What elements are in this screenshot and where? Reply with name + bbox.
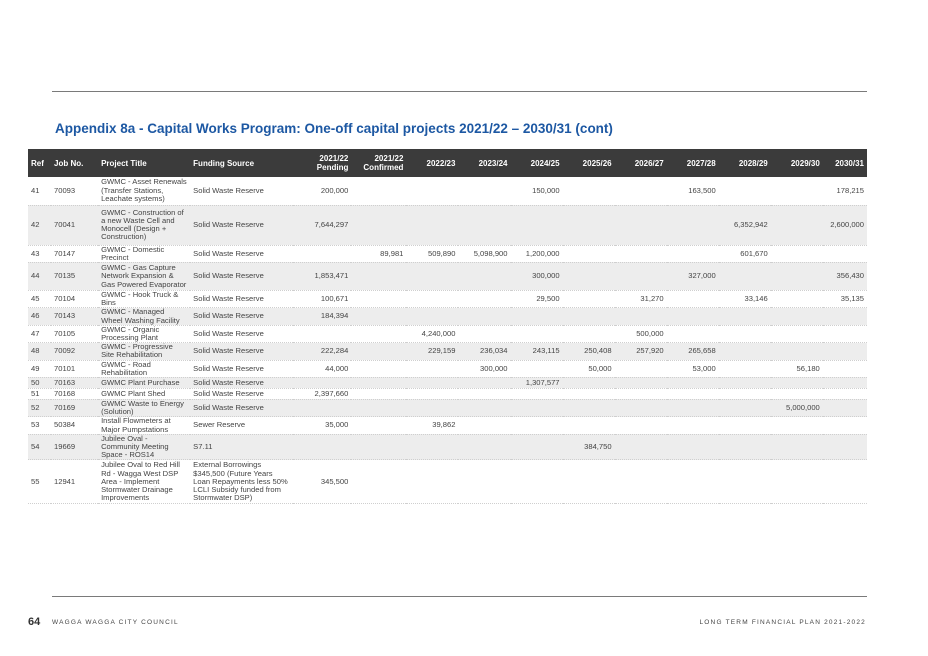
table-cell: 43 bbox=[28, 245, 51, 262]
table-row bbox=[28, 460, 867, 504]
table-cell bbox=[719, 399, 771, 416]
footer-document-name: LONG TERM FINANCIAL PLAN 2021-2022 bbox=[699, 619, 866, 626]
table-cell: 50384 bbox=[51, 417, 98, 434]
table-cell bbox=[511, 388, 563, 399]
table-cell: Solid Waste Reserve bbox=[190, 290, 293, 307]
table-cell: Jubilee Oval to Red Hill Rd - Wagga West DSP Area - Implement Stormwater Drainage Improvements bbox=[98, 460, 190, 504]
table-row bbox=[28, 388, 867, 399]
table-cell: 5,000,000 bbox=[771, 399, 823, 416]
table-cell: 35,135 bbox=[823, 290, 867, 307]
table-cell: 55 bbox=[28, 460, 51, 504]
table-cell bbox=[771, 343, 823, 360]
table-cell bbox=[511, 308, 563, 325]
table-cell: 601,670 bbox=[719, 245, 771, 262]
table-cell: 509,890 bbox=[406, 245, 458, 262]
column-header: 2022/23 bbox=[406, 149, 458, 177]
table-cell: 384,750 bbox=[563, 434, 615, 460]
table-cell bbox=[406, 290, 458, 307]
table-cell bbox=[823, 388, 867, 399]
table-cell: GWMC - Gas Capture Network Expansion & Gas Powered Evaporator bbox=[98, 262, 190, 290]
table-cell bbox=[458, 205, 510, 245]
table-cell bbox=[511, 325, 563, 342]
table-cell: Solid Waste Reserve bbox=[190, 205, 293, 245]
table-cell bbox=[458, 177, 510, 205]
table-cell bbox=[458, 262, 510, 290]
table-cell: GWMC - Domestic Precinct bbox=[98, 245, 190, 262]
table-cell: GWMC - Organic Processing Plant bbox=[98, 325, 190, 342]
table-cell bbox=[511, 360, 563, 377]
table-header-row bbox=[28, 149, 867, 177]
table-cell: 44 bbox=[28, 262, 51, 290]
table-cell: 163,500 bbox=[667, 177, 719, 205]
table-cell bbox=[458, 377, 510, 388]
table-cell bbox=[771, 177, 823, 205]
table-cell: 222,284 bbox=[293, 343, 351, 360]
table-cell bbox=[667, 399, 719, 416]
footer-council-name: WAGGA WAGGA CITY COUNCIL bbox=[52, 619, 179, 626]
table-cell: 300,000 bbox=[458, 360, 510, 377]
table-cell bbox=[563, 262, 615, 290]
table-cell bbox=[563, 377, 615, 388]
table-cell: 70169 bbox=[51, 399, 98, 416]
table-cell bbox=[293, 434, 351, 460]
table-cell bbox=[458, 308, 510, 325]
table-cell bbox=[615, 377, 667, 388]
table-cell bbox=[511, 460, 563, 504]
table-row bbox=[28, 177, 867, 205]
table-cell bbox=[351, 205, 406, 245]
column-header: 2030/31 bbox=[823, 149, 867, 177]
table-cell bbox=[293, 399, 351, 416]
table-cell bbox=[771, 290, 823, 307]
table-row bbox=[28, 417, 867, 434]
table-cell bbox=[351, 417, 406, 434]
table-cell: 48 bbox=[28, 343, 51, 360]
table-cell bbox=[351, 325, 406, 342]
table-cell bbox=[771, 245, 823, 262]
table-cell: 70101 bbox=[51, 360, 98, 377]
table-cell bbox=[406, 377, 458, 388]
table-cell bbox=[351, 343, 406, 360]
table-cell bbox=[351, 399, 406, 416]
table-cell bbox=[771, 417, 823, 434]
table-cell: 200,000 bbox=[293, 177, 351, 205]
table-cell: 4,240,000 bbox=[406, 325, 458, 342]
table-cell bbox=[823, 434, 867, 460]
table-cell: Solid Waste Reserve bbox=[190, 377, 293, 388]
column-header: Ref bbox=[28, 149, 51, 177]
table-cell: 6,352,942 bbox=[719, 205, 771, 245]
table-cell bbox=[406, 177, 458, 205]
table-cell: 500,000 bbox=[615, 325, 667, 342]
table-cell bbox=[615, 434, 667, 460]
table-cell bbox=[667, 460, 719, 504]
table-cell: 70041 bbox=[51, 205, 98, 245]
table-cell: GWMC - Construction of a new Waste Cell and Monocell (Design + Construction) bbox=[98, 205, 190, 245]
table-cell bbox=[823, 245, 867, 262]
table-cell bbox=[406, 399, 458, 416]
table-cell: 265,658 bbox=[667, 343, 719, 360]
table-row bbox=[28, 308, 867, 325]
table-cell bbox=[511, 434, 563, 460]
table-cell: 56,180 bbox=[771, 360, 823, 377]
table-cell: 70105 bbox=[51, 325, 98, 342]
table-cell: 5,098,900 bbox=[458, 245, 510, 262]
table-cell bbox=[615, 388, 667, 399]
table-cell: 89,981 bbox=[351, 245, 406, 262]
table-cell bbox=[615, 205, 667, 245]
table-cell: 257,920 bbox=[615, 343, 667, 360]
column-header: 2021/22 Confirmed bbox=[351, 149, 406, 177]
table-cell bbox=[719, 343, 771, 360]
column-header: 2024/25 bbox=[511, 149, 563, 177]
table-cell bbox=[458, 434, 510, 460]
table-row bbox=[28, 343, 867, 360]
table-cell bbox=[351, 290, 406, 307]
table-row bbox=[28, 245, 867, 262]
table-row bbox=[28, 399, 867, 416]
table-cell bbox=[406, 434, 458, 460]
table-cell bbox=[615, 177, 667, 205]
table-cell bbox=[667, 377, 719, 388]
table-cell: 1,853,471 bbox=[293, 262, 351, 290]
table-cell bbox=[293, 377, 351, 388]
column-header: 2023/24 bbox=[458, 149, 510, 177]
table-cell bbox=[823, 377, 867, 388]
table-cell: 42 bbox=[28, 205, 51, 245]
table-cell: GWMC - Progressive Site Rehabilitation bbox=[98, 343, 190, 360]
table-cell bbox=[823, 360, 867, 377]
table-cell: 70147 bbox=[51, 245, 98, 262]
column-header: 2027/28 bbox=[667, 149, 719, 177]
table-cell bbox=[667, 417, 719, 434]
table-cell: 150,000 bbox=[511, 177, 563, 205]
table-cell: Solid Waste Reserve bbox=[190, 343, 293, 360]
table-cell bbox=[563, 399, 615, 416]
page-number: 64 bbox=[28, 616, 41, 628]
table-cell: 300,000 bbox=[511, 262, 563, 290]
table-cell: GWMC - Road Rehabilitation bbox=[98, 360, 190, 377]
table-row bbox=[28, 205, 867, 245]
table-cell: 45 bbox=[28, 290, 51, 307]
table-cell: 70135 bbox=[51, 262, 98, 290]
table-cell: 70168 bbox=[51, 388, 98, 399]
table-cell bbox=[823, 343, 867, 360]
table-cell: 19669 bbox=[51, 434, 98, 460]
table-cell bbox=[406, 308, 458, 325]
column-header: 2021/22 Pending bbox=[293, 149, 351, 177]
table-cell: 50,000 bbox=[563, 360, 615, 377]
table-cell bbox=[458, 290, 510, 307]
table-cell bbox=[771, 377, 823, 388]
table-cell bbox=[615, 308, 667, 325]
table-cell: External Borrowings $345,500 (Future Years Loan Repayments less 50% LCLI Subsidy funded from Stormwater DSP) bbox=[190, 460, 293, 504]
table-cell bbox=[563, 245, 615, 262]
table-cell: 178,215 bbox=[823, 177, 867, 205]
table-cell: Solid Waste Reserve bbox=[190, 388, 293, 399]
table-cell: 243,115 bbox=[511, 343, 563, 360]
table-cell bbox=[458, 399, 510, 416]
column-header: 2025/26 bbox=[563, 149, 615, 177]
table-cell bbox=[563, 460, 615, 504]
table-cell: 100,671 bbox=[293, 290, 351, 307]
table-cell: Solid Waste Reserve bbox=[190, 308, 293, 325]
table-cell bbox=[293, 325, 351, 342]
table-cell: 70104 bbox=[51, 290, 98, 307]
table-cell bbox=[667, 290, 719, 307]
table-cell: 46 bbox=[28, 308, 51, 325]
table-cell bbox=[667, 308, 719, 325]
table-cell: GWMC Waste to Energy (Solution) bbox=[98, 399, 190, 416]
table-cell: 44,000 bbox=[293, 360, 351, 377]
table-cell bbox=[823, 308, 867, 325]
table-cell bbox=[351, 308, 406, 325]
column-header: 2026/27 bbox=[615, 149, 667, 177]
table-cell: Solid Waste Reserve bbox=[190, 399, 293, 416]
table-row bbox=[28, 290, 867, 307]
table-cell bbox=[719, 417, 771, 434]
table-cell bbox=[615, 360, 667, 377]
table-cell: 35,000 bbox=[293, 417, 351, 434]
table-cell: Solid Waste Reserve bbox=[190, 245, 293, 262]
table-cell: 229,159 bbox=[406, 343, 458, 360]
table-cell bbox=[667, 388, 719, 399]
table-cell bbox=[351, 388, 406, 399]
table-cell bbox=[458, 388, 510, 399]
table-cell bbox=[823, 460, 867, 504]
table-cell bbox=[351, 177, 406, 205]
table-cell bbox=[667, 325, 719, 342]
table-cell: 327,000 bbox=[667, 262, 719, 290]
table-cell bbox=[771, 325, 823, 342]
table-cell bbox=[351, 434, 406, 460]
table-cell: Solid Waste Reserve bbox=[190, 360, 293, 377]
table-cell: 41 bbox=[28, 177, 51, 205]
table-cell: 236,034 bbox=[458, 343, 510, 360]
table-cell: 54 bbox=[28, 434, 51, 460]
table-cell bbox=[511, 399, 563, 416]
table-cell: Jubilee Oval - Community Meeting Space - ROS14 bbox=[98, 434, 190, 460]
table-cell bbox=[771, 388, 823, 399]
column-header: Project Title bbox=[98, 149, 190, 177]
table-cell bbox=[563, 325, 615, 342]
table-cell bbox=[406, 388, 458, 399]
table-cell bbox=[719, 308, 771, 325]
table-cell: Install Flowmeters at Major Pumpstations bbox=[98, 417, 190, 434]
table-cell bbox=[667, 205, 719, 245]
table-cell: 356,430 bbox=[823, 262, 867, 290]
table-cell bbox=[406, 460, 458, 504]
table-row bbox=[28, 434, 867, 460]
table-cell bbox=[615, 417, 667, 434]
table-cell bbox=[511, 417, 563, 434]
table-cell: Solid Waste Reserve bbox=[190, 325, 293, 342]
table-cell bbox=[511, 205, 563, 245]
table-cell bbox=[719, 434, 771, 460]
table-cell bbox=[351, 360, 406, 377]
table-cell: 1,200,000 bbox=[511, 245, 563, 262]
table-cell: 12941 bbox=[51, 460, 98, 504]
table-cell: 47 bbox=[28, 325, 51, 342]
table-cell bbox=[771, 434, 823, 460]
table-cell bbox=[293, 245, 351, 262]
bottom-rule bbox=[52, 596, 867, 597]
table-cell: S7.11 bbox=[190, 434, 293, 460]
table-cell: GWMC - Hook Truck & Bins bbox=[98, 290, 190, 307]
table-row bbox=[28, 262, 867, 290]
table-cell: 53,000 bbox=[667, 360, 719, 377]
column-header: 2028/29 bbox=[719, 149, 771, 177]
table-cell: 39,862 bbox=[406, 417, 458, 434]
table-cell: 2,600,000 bbox=[823, 205, 867, 245]
table-cell bbox=[563, 308, 615, 325]
table-cell bbox=[351, 460, 406, 504]
top-rule bbox=[52, 91, 867, 92]
table-cell: 1,307,577 bbox=[511, 377, 563, 388]
table-cell bbox=[615, 460, 667, 504]
capital-works-table bbox=[28, 149, 867, 504]
table-row bbox=[28, 325, 867, 342]
table-cell: GWMC Plant Shed bbox=[98, 388, 190, 399]
table-cell bbox=[771, 308, 823, 325]
table-body bbox=[28, 177, 867, 504]
table-cell: 31,270 bbox=[615, 290, 667, 307]
table-cell bbox=[351, 377, 406, 388]
table-cell: 345,500 bbox=[293, 460, 351, 504]
table-cell bbox=[406, 360, 458, 377]
table-cell: 184,394 bbox=[293, 308, 351, 325]
table-cell bbox=[823, 417, 867, 434]
table-cell bbox=[719, 388, 771, 399]
table-cell bbox=[351, 262, 406, 290]
table-cell bbox=[458, 325, 510, 342]
table-cell bbox=[823, 399, 867, 416]
table-cell bbox=[719, 377, 771, 388]
table-cell bbox=[406, 262, 458, 290]
table-cell: 49 bbox=[28, 360, 51, 377]
table-cell: Solid Waste Reserve bbox=[190, 262, 293, 290]
table-cell: 33,146 bbox=[719, 290, 771, 307]
table-cell: 50 bbox=[28, 377, 51, 388]
table-cell: 2,397,660 bbox=[293, 388, 351, 399]
table-cell: GWMC - Asset Renewals (Transfer Stations, Leachate systems) bbox=[98, 177, 190, 205]
column-header: Funding Source bbox=[190, 149, 293, 177]
table-cell: 70092 bbox=[51, 343, 98, 360]
table-cell bbox=[719, 460, 771, 504]
table-cell: 7,644,297 bbox=[293, 205, 351, 245]
table-cell bbox=[458, 460, 510, 504]
table-cell: 51 bbox=[28, 388, 51, 399]
table-cell bbox=[563, 388, 615, 399]
table-cell: 70143 bbox=[51, 308, 98, 325]
table-cell: 53 bbox=[28, 417, 51, 434]
table-cell bbox=[719, 360, 771, 377]
table-row bbox=[28, 377, 867, 388]
table-cell: GWMC Plant Purchase bbox=[98, 377, 190, 388]
table-cell bbox=[771, 262, 823, 290]
table-cell bbox=[823, 325, 867, 342]
table-cell: Solid Waste Reserve bbox=[190, 177, 293, 205]
table-cell: 70163 bbox=[51, 377, 98, 388]
table-cell bbox=[667, 245, 719, 262]
table-cell: GWMC - Managed Wheel Washing Facility bbox=[98, 308, 190, 325]
table-cell bbox=[771, 205, 823, 245]
table-cell bbox=[563, 177, 615, 205]
table-row bbox=[28, 360, 867, 377]
table-cell bbox=[719, 262, 771, 290]
table-cell: 29,500 bbox=[511, 290, 563, 307]
table-cell: Sewer Reserve bbox=[190, 417, 293, 434]
table-cell bbox=[771, 460, 823, 504]
column-header: 2029/30 bbox=[771, 149, 823, 177]
table-cell bbox=[563, 290, 615, 307]
column-header: Job No. bbox=[51, 149, 98, 177]
table-cell bbox=[406, 205, 458, 245]
table-cell bbox=[615, 399, 667, 416]
table-cell: 52 bbox=[28, 399, 51, 416]
table-cell bbox=[615, 245, 667, 262]
table-cell bbox=[719, 325, 771, 342]
table-cell bbox=[667, 434, 719, 460]
table-cell: 70093 bbox=[51, 177, 98, 205]
page-title: Appendix 8a - Capital Works Program: One-off capital projects 2021/22 – 2030/31 (cont) bbox=[55, 121, 613, 136]
table-cell bbox=[563, 417, 615, 434]
table-cell: 250,408 bbox=[563, 343, 615, 360]
table-cell bbox=[719, 177, 771, 205]
table-cell bbox=[458, 417, 510, 434]
table-cell bbox=[563, 205, 615, 245]
table-cell bbox=[615, 262, 667, 290]
